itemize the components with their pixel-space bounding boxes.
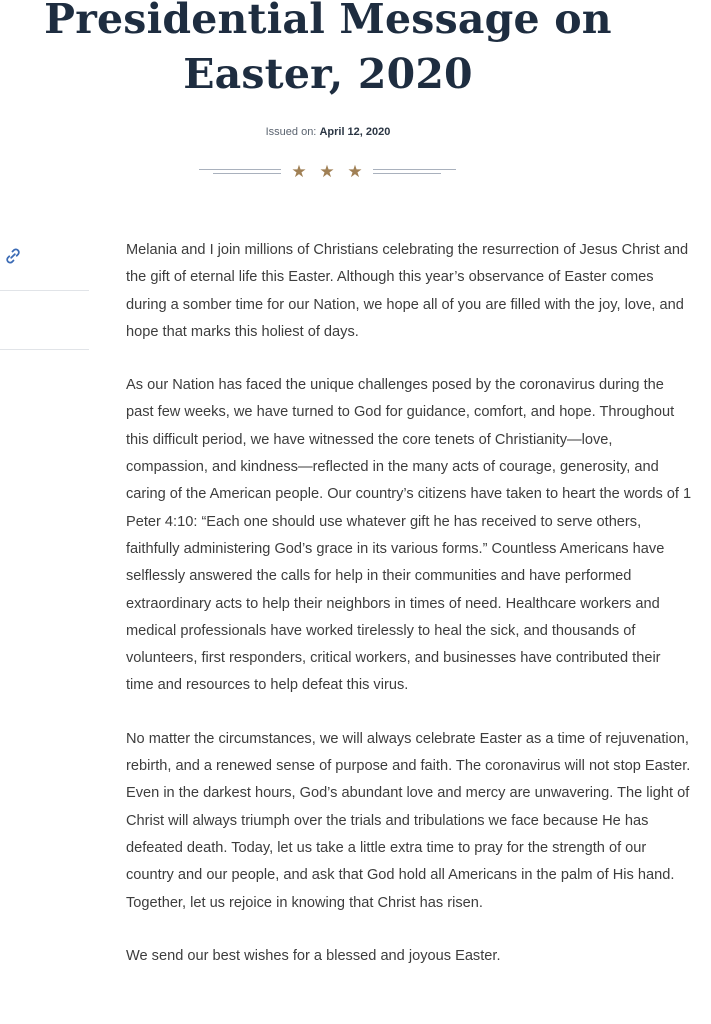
issued-date: April 12, 2020 [319, 126, 391, 138]
svg-text:★: ★ [291, 162, 307, 182]
issued-line [0, 124, 656, 140]
share-sidebar [0, 232, 89, 350]
share-item-copy-link[interactable] [0, 232, 89, 291]
link-icon[interactable] [3, 246, 23, 266]
svg-text:★: ★ [347, 162, 363, 182]
page-title: Presidential Message on Easter, 2020 [44, 0, 612, 98]
article-body [126, 237, 692, 996]
share-item-blank [0, 291, 89, 350]
paragraph: As our Nation has faced the unique challenges posed by the coronavirus during the past few weeks, we have turned to God for guidance, comfort, and hope. Throughout this difficult period, we have witnessed the core tenets of Christianity—love, compassion, and kindness—reflected in the many acts of courage, generosity, and caring of the American people. Our country’s citizens have taken to heart the words of 1 Peter 4:10: “Each one should use whatever gift he has received to serve others, faithfully administering God’s grace in its various forms.” Countless Americans have selflessly answered the calls for help in their communities and have performed extraordinary acts to help their neighbors in times of need. Healthcare workers and medical professionals have worked tirelessly to heal the sick, and thousands of volunteers, first responders, critical workers, and businesses have contributed their time and resources to help defeat this virus. [126, 377, 692, 694]
svg-text:★: ★ [319, 162, 335, 182]
paragraph: Melania and I join millions of Christians celebrating the resurrection of Jesus Christ and the gift of eternal life this Easter. Although this year’s observance of Easter comes during a somber time for our Nation, we hope all of you are filled with the joy, love, and hope that marks this holiest of days. [126, 242, 689, 340]
issued-label: Issued on: [265, 126, 317, 138]
paragraph: No matter the circumstances, we will always celebrate Easter as a time of rejuvenation, rebirth, and a renewed sense of purpose and faith. The coronavirus will not stop Easter. Even in the darkest hours, God’s abundant love and mercy are unwavering. The light of Christ will always triumph over the trials and tribulations we face because He has defeated death. Today, let us take a little extra time to pray for the strength of our country and our people, and ask that God hold all Americans in the palm of His hand. Together, let us rejoice in knowing that Christ has risen. [126, 730, 691, 911]
stars-divider-icon [199, 160, 456, 184]
paragraph: We send our best wishes for a blessed and joyous Easter. [126, 947, 501, 964]
